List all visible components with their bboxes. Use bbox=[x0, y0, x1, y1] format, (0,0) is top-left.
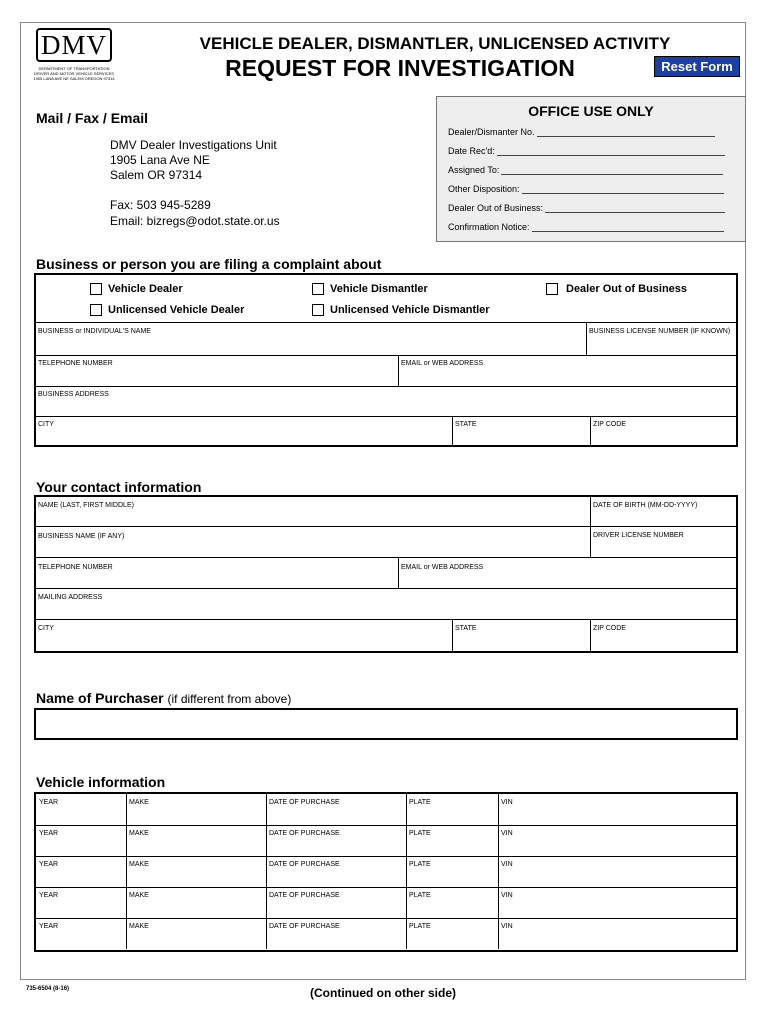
mail-street: 1905 Lana Ave NE bbox=[110, 153, 210, 167]
dmv-logo bbox=[28, 28, 120, 88]
field-label: NAME (LAST, FIRST MIDDLE) bbox=[38, 502, 134, 509]
mail-unit: DMV Dealer Investigations Unit bbox=[110, 138, 277, 152]
vehicle-column-label: VIN bbox=[501, 830, 513, 837]
field-label: CITY bbox=[38, 625, 54, 632]
vehicle-column-label: YEAR bbox=[39, 923, 59, 930]
form-title-line1: VEHICLE DEALER, DISMANTLER, UNLICENSED ACTIVITY bbox=[199, 34, 671, 53]
field-label: ZIP CODE bbox=[593, 421, 626, 428]
mail-fax: Fax: 503 945-5289 bbox=[110, 198, 211, 212]
field-label: STATE bbox=[455, 625, 477, 632]
field-label: TELEPHONE NUMBER bbox=[38, 564, 113, 571]
vehicle-column-label: PLATE bbox=[409, 799, 431, 806]
office-row: Assigned To: bbox=[448, 165, 723, 175]
field-label: ZIP CODE bbox=[593, 625, 626, 632]
checkbox-unlicensed-dealer[interactable] bbox=[90, 304, 102, 316]
vehicle-column-label: MAKE bbox=[129, 830, 149, 837]
office-row: Confirmation Notice: bbox=[448, 222, 724, 232]
field-label: MAILING ADDRESS bbox=[38, 594, 103, 601]
field-label: EMAIL or WEB ADDRESS bbox=[401, 564, 484, 571]
vehicle-column-label: VIN bbox=[501, 861, 513, 868]
vehicle-table bbox=[34, 792, 738, 952]
complaint-heading: Business or person you are filing a complaint about bbox=[36, 256, 382, 272]
purchaser-name-field[interactable] bbox=[34, 708, 738, 740]
vehicle-column-label: DATE OF PURCHASE bbox=[269, 799, 340, 806]
office-row: Dealer/Dismanter No. bbox=[448, 127, 715, 137]
checkbox-label: Vehicle Dealer bbox=[108, 283, 183, 295]
vehicle-column-label: YEAR bbox=[39, 830, 59, 837]
vehicle-column-label: PLATE bbox=[409, 830, 431, 837]
logo-line: DEPARTMENT OF TRANSPORTATION bbox=[38, 66, 110, 71]
field-label: BUSINESS or INDIVIDUAL'S NAME bbox=[38, 328, 151, 335]
vehicle-column-label: DATE OF PURCHASE bbox=[269, 923, 340, 930]
logo-line: DRIVER AND MOTOR VEHICLE SERVICES bbox=[34, 71, 114, 76]
checkbox-vehicle-dismantler[interactable] bbox=[312, 283, 324, 295]
form-code: 735-6504 (8-16) bbox=[26, 986, 70, 992]
checkbox-vehicle-dealer[interactable] bbox=[90, 283, 102, 295]
field-label: STATE bbox=[455, 421, 477, 428]
field-label: BUSINESS NAME (IF ANY) bbox=[38, 533, 125, 540]
vehicle-column-label: MAKE bbox=[129, 923, 149, 930]
complaint-box bbox=[34, 273, 738, 447]
office-use-box bbox=[436, 96, 746, 242]
vehicle-column-label: VIN bbox=[501, 892, 513, 899]
logo-line: 1905 LANA AVE NE SALEM OREGON 97314 bbox=[33, 76, 115, 81]
purchaser-note: (if different from above) bbox=[167, 692, 292, 706]
field-label: DATE OF BIRTH (MM-DD-YYYY) bbox=[593, 502, 698, 509]
contact-heading: Your contact information bbox=[36, 479, 202, 495]
vehicle-column-label: PLATE bbox=[409, 892, 431, 899]
logo-text: DMV bbox=[40, 29, 107, 60]
vehicle-column-label: MAKE bbox=[129, 799, 149, 806]
mail-heading: Mail / Fax / Email bbox=[36, 110, 149, 126]
vehicle-column-label: DATE OF PURCHASE bbox=[269, 861, 340, 868]
field-label: CITY bbox=[38, 421, 54, 428]
purchaser-heading: Name of Purchaser (if different from above) bbox=[36, 690, 292, 706]
checkbox-label: Unlicensed Vehicle Dismantler bbox=[330, 304, 490, 316]
vehicle-column-label: DATE OF PURCHASE bbox=[269, 830, 340, 837]
vehicle-column-label: YEAR bbox=[39, 892, 59, 899]
mail-email: Email: bizregs@odot.state.or.us bbox=[110, 214, 280, 228]
vehicle-column-label: VIN bbox=[501, 923, 513, 930]
office-row: Date Rec'd: bbox=[448, 146, 725, 156]
continued-note: (Continued on other side) bbox=[310, 986, 456, 1000]
checkbox-label: Dealer Out of Business bbox=[566, 283, 688, 295]
vehicle-column-label: YEAR bbox=[39, 861, 59, 868]
vehicle-column-label: VIN bbox=[501, 799, 513, 806]
vehicle-column-label: DATE OF PURCHASE bbox=[269, 892, 340, 899]
checkbox-unlicensed-dismantler[interactable] bbox=[312, 304, 324, 316]
vehicle-column-label: MAKE bbox=[129, 861, 149, 868]
vehicle-column-label: PLATE bbox=[409, 923, 431, 930]
checkbox-label: Vehicle Dismantler bbox=[330, 283, 428, 295]
checkbox-dealer-out-of-business[interactable] bbox=[546, 283, 558, 295]
field-label: DRIVER LICENSE NUMBER bbox=[593, 532, 684, 539]
mail-city: Salem OR 97314 bbox=[110, 168, 203, 182]
form-title-line2: REQUEST FOR INVESTIGATION bbox=[225, 55, 575, 81]
vehicle-column-label: PLATE bbox=[409, 861, 431, 868]
office-heading: OFFICE USE ONLY bbox=[528, 103, 654, 119]
field-label: TELEPHONE NUMBER bbox=[38, 360, 113, 367]
office-row: Other Disposition: bbox=[448, 184, 724, 194]
field-label: EMAIL or WEB ADDRESS bbox=[401, 360, 484, 367]
field-label: BUSINESS LICENSE NUMBER (IF KNOWN) bbox=[589, 328, 731, 335]
vehicle-column-label: MAKE bbox=[129, 892, 149, 899]
checkbox-label: Unlicensed Vehicle Dealer bbox=[108, 304, 245, 316]
vehicle-heading: Vehicle information bbox=[36, 774, 166, 790]
field-label: BUSINESS ADDRESS bbox=[38, 391, 109, 398]
office-row: Dealer Out of Business: bbox=[448, 203, 725, 213]
reset-form-button[interactable]: Reset Form bbox=[654, 56, 740, 77]
vehicle-column-label: YEAR bbox=[39, 799, 59, 806]
contact-box bbox=[34, 495, 738, 653]
